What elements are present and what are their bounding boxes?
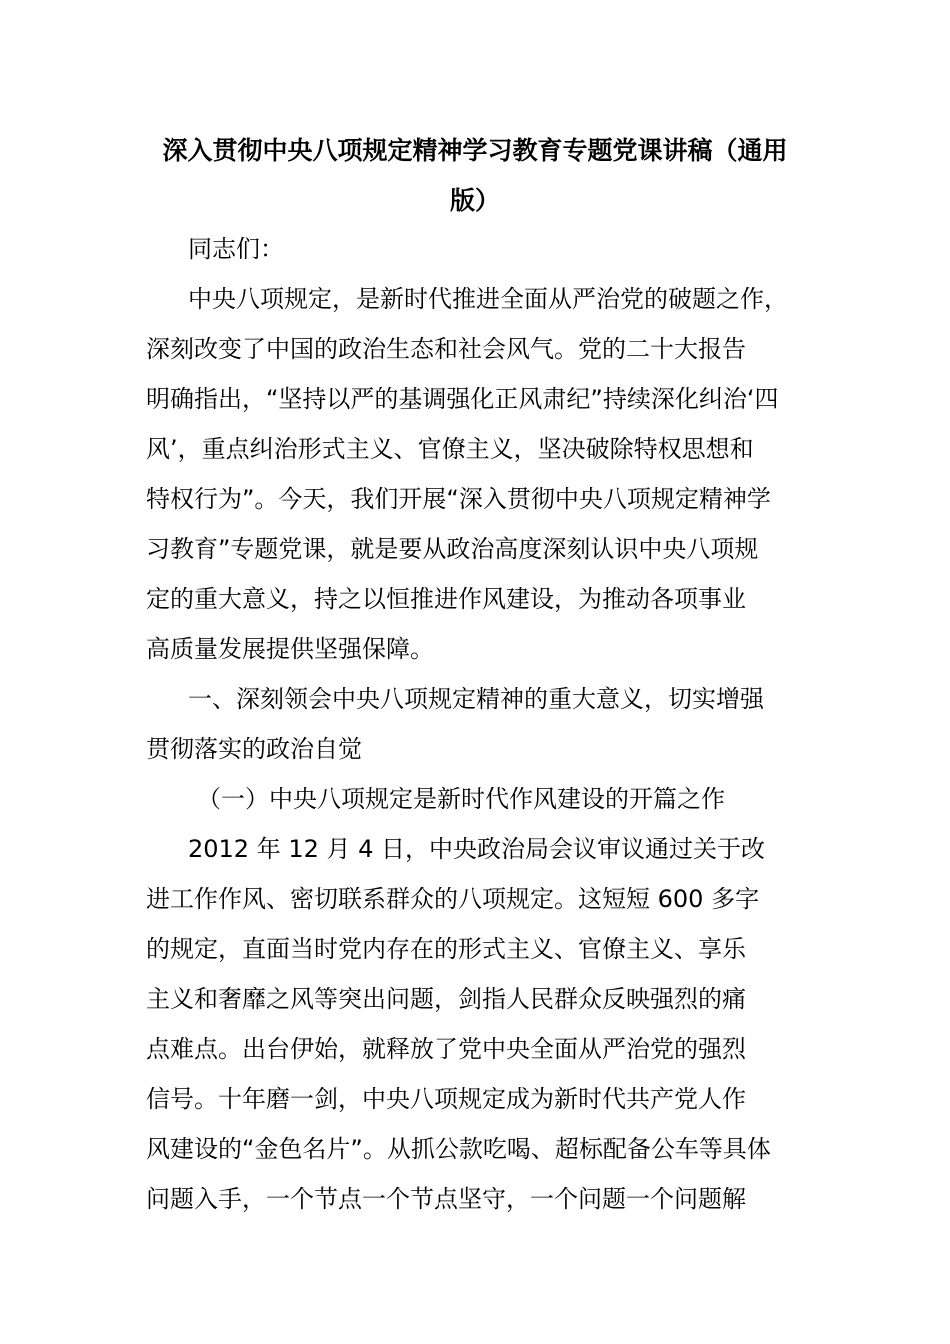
body-line: 风’，重点纠治形式主义、官僚主义，坚决破除特权思想和 <box>146 435 754 463</box>
body-line: 中央八项规定，是新时代推进全面从严治党的破题之作， <box>188 285 788 313</box>
body-line: 2012 年 12 月 4 日，中央政治局会议审议通过关于改 <box>188 835 766 863</box>
body-line: 主义和奢靡之风等突出问题，剑指人民群众反映强烈的痛 <box>146 985 746 1013</box>
body-line: 定的重大意义，持之以恒推进作风建设，为推动各项事业 <box>146 585 746 613</box>
title-line-2: 版） <box>449 186 500 215</box>
body-line: 特权行为”。今天，我们开展“深入贯彻中央八项规定精神学 <box>146 485 771 513</box>
body-line: 明确指出，“坚持以严的基调强化正风肃纪”持续深化纠治‘四 <box>146 385 779 413</box>
body-line: 习教育”专题党课，就是要从政治高度深刻认识中央八项规 <box>146 535 759 563</box>
title-line-1: 深入贯彻中央八项规定精神学习教育专题党课讲稿（通用 <box>162 136 788 165</box>
body-line: 信号。十年磨一剑，中央八项规定成为新时代共产党人作 <box>146 1085 746 1113</box>
subsection-heading: （一）中央八项规定是新时代作风建设的开篇之作 <box>197 785 725 813</box>
body-line: 的规定，直面当时党内存在的形式主义、官僚主义、享乐 <box>146 935 746 963</box>
body-line: 问题入手，一个节点一个节点坚守，一个问题一个问题解 <box>146 1185 746 1213</box>
body-line: 高质量发展提供坚强保障。 <box>146 635 434 663</box>
body-line: 风建设的“金色名片”。从抓公款吃喝、超标配备公车等具体 <box>146 1135 771 1163</box>
body-line: 点难点。出台伊始，就释放了党中央全面从严治党的强烈 <box>146 1035 746 1063</box>
body-line: 进工作作风、密切联系群众的八项规定。这短短 600 多字 <box>146 885 760 913</box>
salutation: 同志们： <box>188 235 284 263</box>
section-heading-cont: 贯彻落实的政治自觉 <box>146 735 362 763</box>
document-title <box>140 126 810 226</box>
section-heading: 一、深刻领会中央八项规定精神的重大意义，切实增强 <box>188 685 764 713</box>
body-line: 深刻改变了中国的政治生态和社会风气。党的二十大报告 <box>146 335 746 363</box>
